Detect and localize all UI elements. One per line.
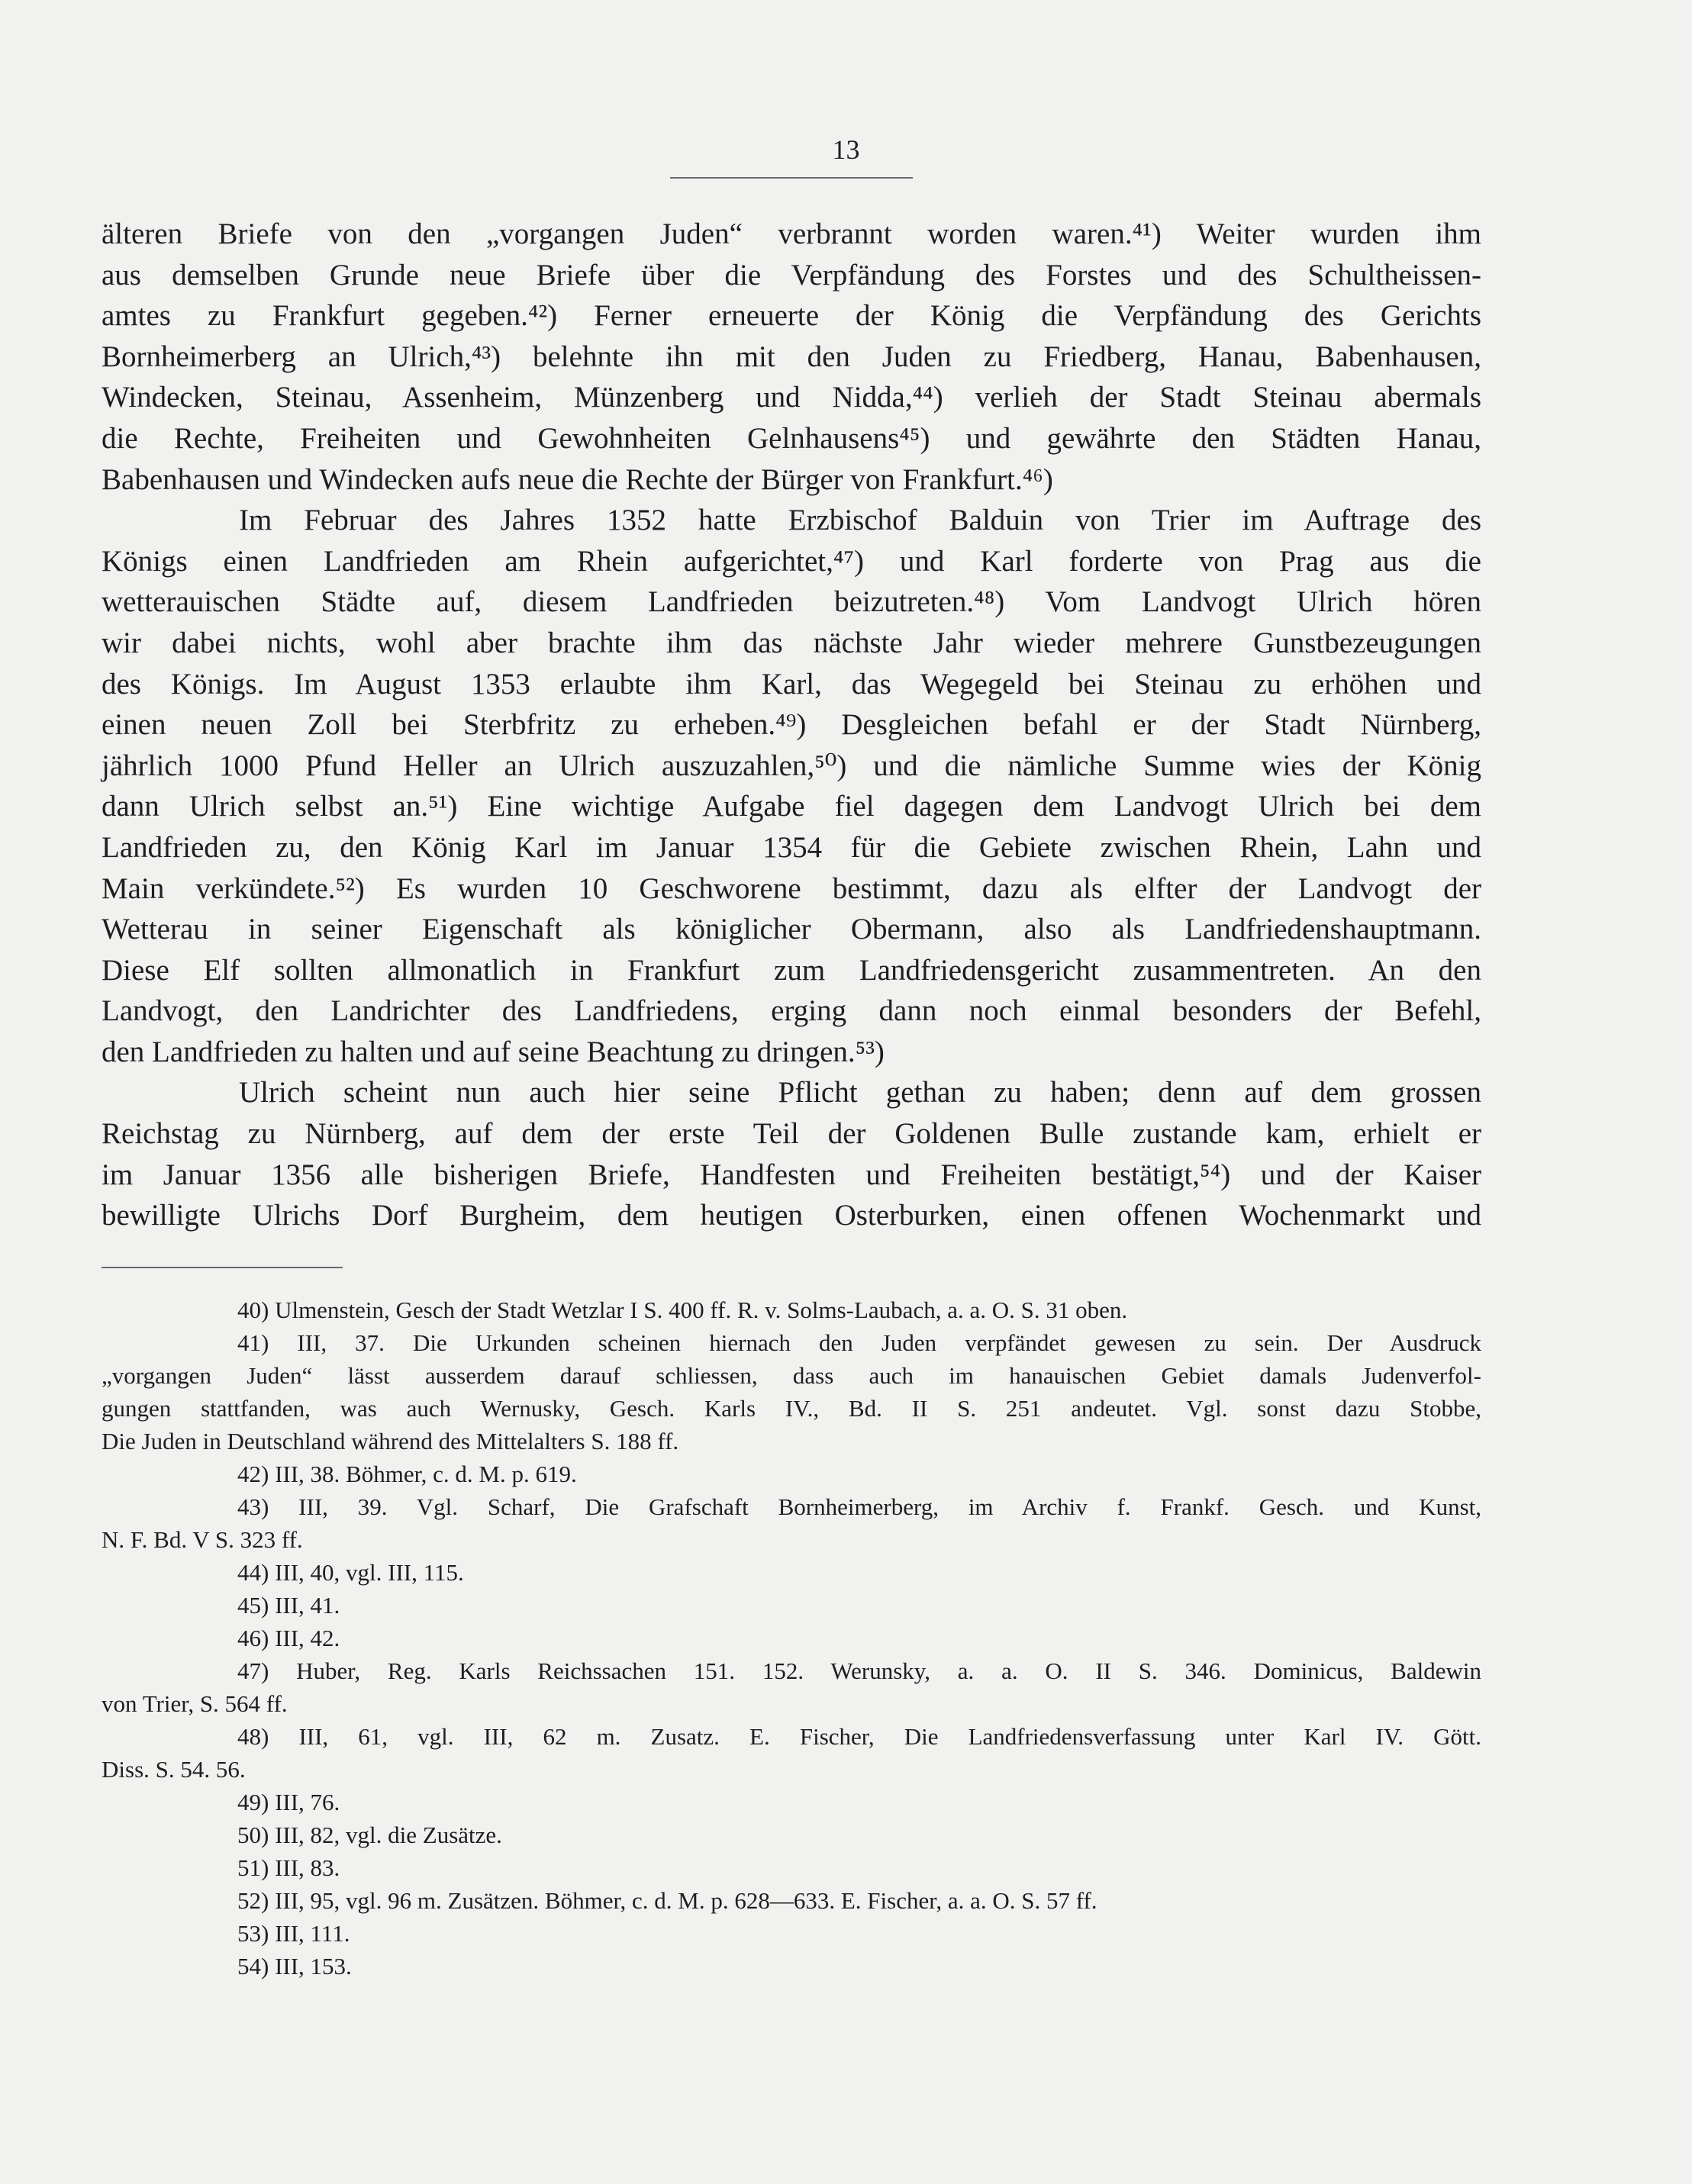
footnote-line: 52) III, 95, vgl. 96 m. Zusätzen. Böhmer, c. d. M. p. 628—633. E. Fischer, a. a. O. S. 57 ff.	[237, 1887, 1097, 1914]
body-text	[102, 214, 1481, 1236]
body-line: Reichstag zu Nürnberg, auf dem der erste Teil der Goldenen Bulle zustande kam, erhielt er	[102, 1117, 1481, 1151]
body-line: Königs einen Landfrieden am Rhein aufgerichtet,⁴⁷) und Karl forderte von Prag aus die	[102, 544, 1481, 578]
body-line: bewilligte Ulrichs Dorf Burgheim, dem heutigen Osterburken, einen offenen Wochenmarkt und	[102, 1199, 1481, 1232]
footnote-line: 51) III, 83.	[237, 1854, 340, 1881]
footnote-line: 47) Huber, Reg. Karls Reichssachen 151. 152. Werunsky, a. a. O. II S. 346. Dominicus, Baldewin	[237, 1657, 1481, 1684]
body-line: amtes zu Frankfurt gegeben.⁴²) Ferner erneuerte der König die Verpfändung des Gerichts	[102, 299, 1481, 333]
footnote-line: 45) III, 41.	[237, 1592, 340, 1619]
body-line: Landvogt, den Landrichter des Landfriedens, erging dann noch einmal besonders der Befehl,	[102, 994, 1481, 1028]
footnote-line: 53) III, 111.	[237, 1920, 350, 1947]
footnote-line: 40) Ulmenstein, Gesch der Stadt Wetzlar I S. 400 ff. R. v. Solms-Laubach, a. a. O. S. 31 oben.	[237, 1297, 1128, 1323]
body-line: des Königs. Im August 1353 erlaubte ihm Karl, das Wegegeld bei Steinau zu erhöhen und	[102, 667, 1481, 701]
body-line: wir dabei nichts, wohl aber brachte ihm das nächste Jahr wieder mehrere Gunstbezeugungen	[102, 626, 1481, 659]
footnote-line: 49) III, 76.	[237, 1789, 340, 1815]
body-line: älteren Briefe von den „vorgangen Juden“ verbrannt worden waren.⁴¹) Weiter wurden ihm	[102, 217, 1481, 250]
footnote-line: 43) III, 39. Vgl. Scharf, Die Grafschaft Bornheimerberg, im Archiv f. Frankf. Gesch. und Kunst,	[237, 1493, 1481, 1520]
body-line: Bornheimerberg an Ulrich,⁴³) belehnte ihn mit den Juden zu Friedberg, Hanau, Babenhausen,	[102, 340, 1481, 373]
footnote-rule	[102, 1267, 343, 1268]
body-line: im Januar 1356 alle bisherigen Briefe, Handfesten und Freiheiten bestätigt,⁵⁴) und der Kaiser	[102, 1158, 1481, 1191]
footnote-line: 46) III, 42.	[237, 1625, 340, 1651]
footnote-line: gungen stattfanden, was auch Wernusky, Gesch. Karls IV., Bd. II S. 251 andeutet. Vgl. sonst dazu Stobbe,	[102, 1395, 1481, 1422]
body-line: Diese Elf sollten allmonatlich in Frankfurt zum Landfriedensgericht zusammentreten. An den	[102, 953, 1481, 987]
footnote-line: 48) III, 61, vgl. III, 62 m. Zusatz. E. Fischer, Die Landfriedensverfassung unter Karl IV. Gött.	[237, 1723, 1481, 1750]
footnote-line: „vorgangen Juden“ lässt ausserdem darauf schliessen, dass auch im hanauischen Gebiet damals Judenverfol-	[102, 1362, 1481, 1389]
footnote-line: Die Juden in Deutschland während des Mittelalters S. 188 ff.	[102, 1428, 679, 1454]
body-line: die Rechte, Freiheiten und Gewohnheiten Gelnhausens⁴⁵) und gewährte den Städten Hanau,	[102, 421, 1481, 455]
body-line: dann Ulrich selbst an.⁵¹) Eine wichtige Aufgabe fiel dagegen dem Landvogt Ulrich bei dem	[102, 790, 1481, 823]
body-line: den Landfrieden zu halten und auf seine Beachtung zu dringen.⁵³)	[102, 1035, 885, 1068]
page-number: 13	[832, 134, 860, 165]
footnote-line: 54) III, 153.	[237, 1953, 352, 1979]
body-line: aus demselben Grunde neue Briefe über die Verpfändung des Forstes und des Schultheissen-	[102, 258, 1481, 292]
footnotes	[102, 1293, 1481, 1983]
footnote-line: Diss. S. 54. 56.	[102, 1756, 246, 1783]
footnote-line: 41) III, 37. Die Urkunden scheinen hiernach den Juden verpfändet gewesen zu sein. Der Ausdruck	[237, 1329, 1481, 1356]
body-line: Landfrieden zu, den König Karl im Januar 1354 für die Gebiete zwischen Rhein, Lahn und	[102, 830, 1481, 864]
body-line: Windecken, Steinau, Assenheim, Münzenberg und Nidda,⁴⁴) verlieh der Stadt Steinau abermals	[102, 381, 1481, 414]
footnote-line: N. F. Bd. V S. 323 ff.	[102, 1526, 303, 1553]
header-rule	[670, 177, 913, 179]
body-line: wetterauischen Städte auf, diesem Landfrieden beizutreten.⁴⁸) Vom Landvogt Ulrich hören	[102, 585, 1481, 619]
body-line: Main verkündete.⁵²) Es wurden 10 Geschworene bestimmt, dazu als elfter der Landvogt der	[102, 871, 1481, 905]
body-line: jährlich 1000 Pfund Heller an Ulrich auszuzahlen,⁵⁰) und die nämliche Summe wies der König	[102, 749, 1481, 782]
body-line: Ulrich scheint nun auch hier seine Pflicht gethan zu haben; denn auf dem grossen	[239, 1076, 1481, 1110]
body-line: Im Februar des Jahres 1352 hatte Erzbischof Balduin von Trier im Auftrage des	[239, 504, 1481, 537]
footnote-line: 42) III, 38. Böhmer, c. d. M. p. 619.	[237, 1461, 577, 1487]
body-line: Babenhausen und Windecken aufs neue die Rechte der Bürger von Frankfurt.⁴⁶)	[102, 462, 1053, 496]
footnote-line: von Trier, S. 564 ff.	[102, 1690, 288, 1717]
footnote-line: 44) III, 40, vgl. III, 115.	[237, 1559, 464, 1586]
body-line: Wetterau in seiner Eigenschaft als königlicher Obermann, also als Landfriedenshauptmann.	[102, 913, 1481, 946]
body-line: einen neuen Zoll bei Sterbfritz zu erheben.⁴⁹) Desgleichen befahl er der Stadt Nürnberg,	[102, 708, 1481, 742]
footnote-line: 50) III, 82, vgl. die Zusätze.	[237, 1822, 502, 1848]
